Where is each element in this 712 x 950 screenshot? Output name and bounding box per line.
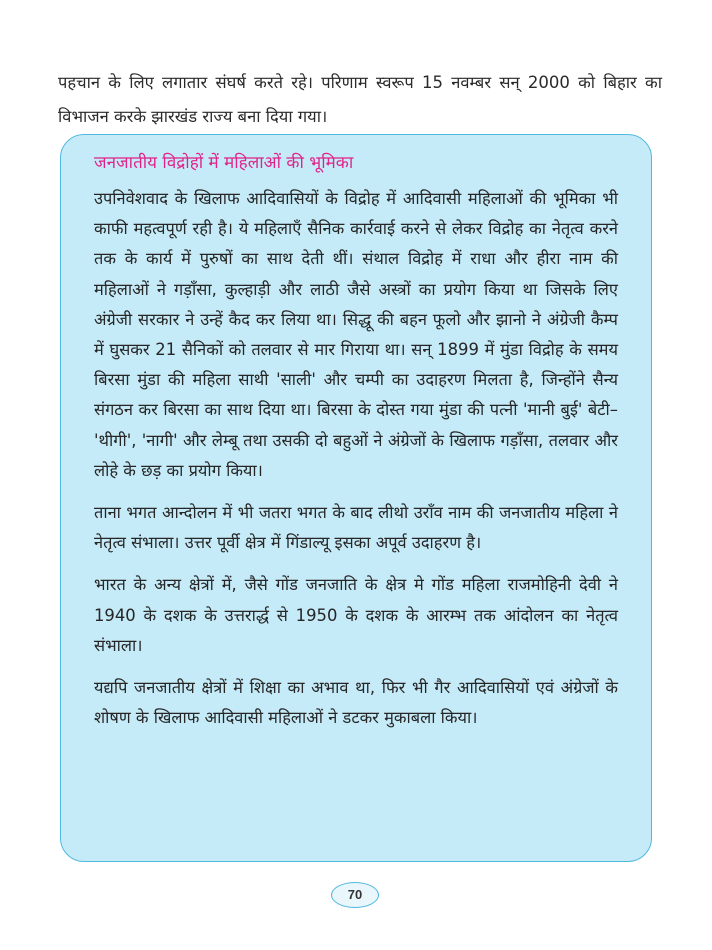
- box-paragraph-3: भारत के अन्य क्षेत्रों में, जैसे गोंड जनजाति के क्षेत्र मे गोंड महिला राजमोहिनी देवी ने 1940 के दशक के उत्तरार्द्ध से 1950 के दशक के आरम्भ तक आंदोलन का नेतृत्व संभाला।: [94, 575, 618, 655]
- box-paragraph-2: ताना भगत आन्दोलन में भी जतरा भगत के बाद लीथो उराँव नाम की जनजातीय महिला ने नेतृत्व संभाला। उत्तर पूर्वी क्षेत्र में गिंडाल्यू इसका अपूर्व उदाहरण है।: [94, 503, 618, 553]
- box-paragraph-1: उपनिवेशवाद के खिलाफ आदिवासियों के विद्रोह में आदिवासी महिलाओं की भूमिका भी काफी महत्वपूर्ण रही है। ये महिलाएँ सैनिक कार्रवाई करने से लेकर विद्रोह का नेतृत्व करने तक के कार्य में पुरुषों का साथ देती थीं। संथाल विद्रोह में राधा और हीरा नाम की महिलाओं ने गड़ाँसा, कुल्हाड़ी और लाठी जैसे अस्त्रों का प्रयोग किया था जिसके लिए अंग्रेजी सरकार ने उन्हें कैद कर लिया था। सिद्धू की बहन फूलो और झानो ने अंग्रेजी कैम्प में घुसकर 21 सैनिकों को तलवार से मार गिराया था। सन् 1899 में मुंडा विद्रोह के समय बिरसा मुंडा की महिला साथी 'साली' और चम्पी का उदाहरण मिलता है, जिन्होंने सैन्य संगठन कर बिरसा का साथ दिया था। बिरसा के दोस्त गया मुंडा की पत्नी 'मानी बुई' बेटी– 'थीगी', 'नागी' और लेम्बू तथा उसकी दो बहुओं ने अंग्रेजों के खिलाफ गड़ाँसा, तलवार और लोहे के छड़ का प्रयोग किया।: [94, 189, 618, 480]
- box-paragraph-4: यद्यपि जनजातीय क्षेत्रों में शिक्षा का अभाव था, फिर भी गैर आदिवासियों एवं अंग्रेजों के शोषण के खिलाफ आदिवासी महिलाओं ने डटकर मुकाबला किया।: [94, 678, 618, 728]
- intro-text-block: [58, 66, 662, 134]
- box-body: [94, 184, 618, 745]
- intro-paragraph: पहचान के लिए लगातार संघर्ष करते रहे। परिणाम स्वरूप 15 नवम्बर सन् 2000 को बिहार का विभाजन करके झारखंड राज्य बना दिया गया।: [58, 73, 662, 126]
- box-title: जनजातीय विद्रोहों में महिलाओं की भूमिका: [94, 153, 354, 173]
- page-number: 70: [331, 882, 379, 908]
